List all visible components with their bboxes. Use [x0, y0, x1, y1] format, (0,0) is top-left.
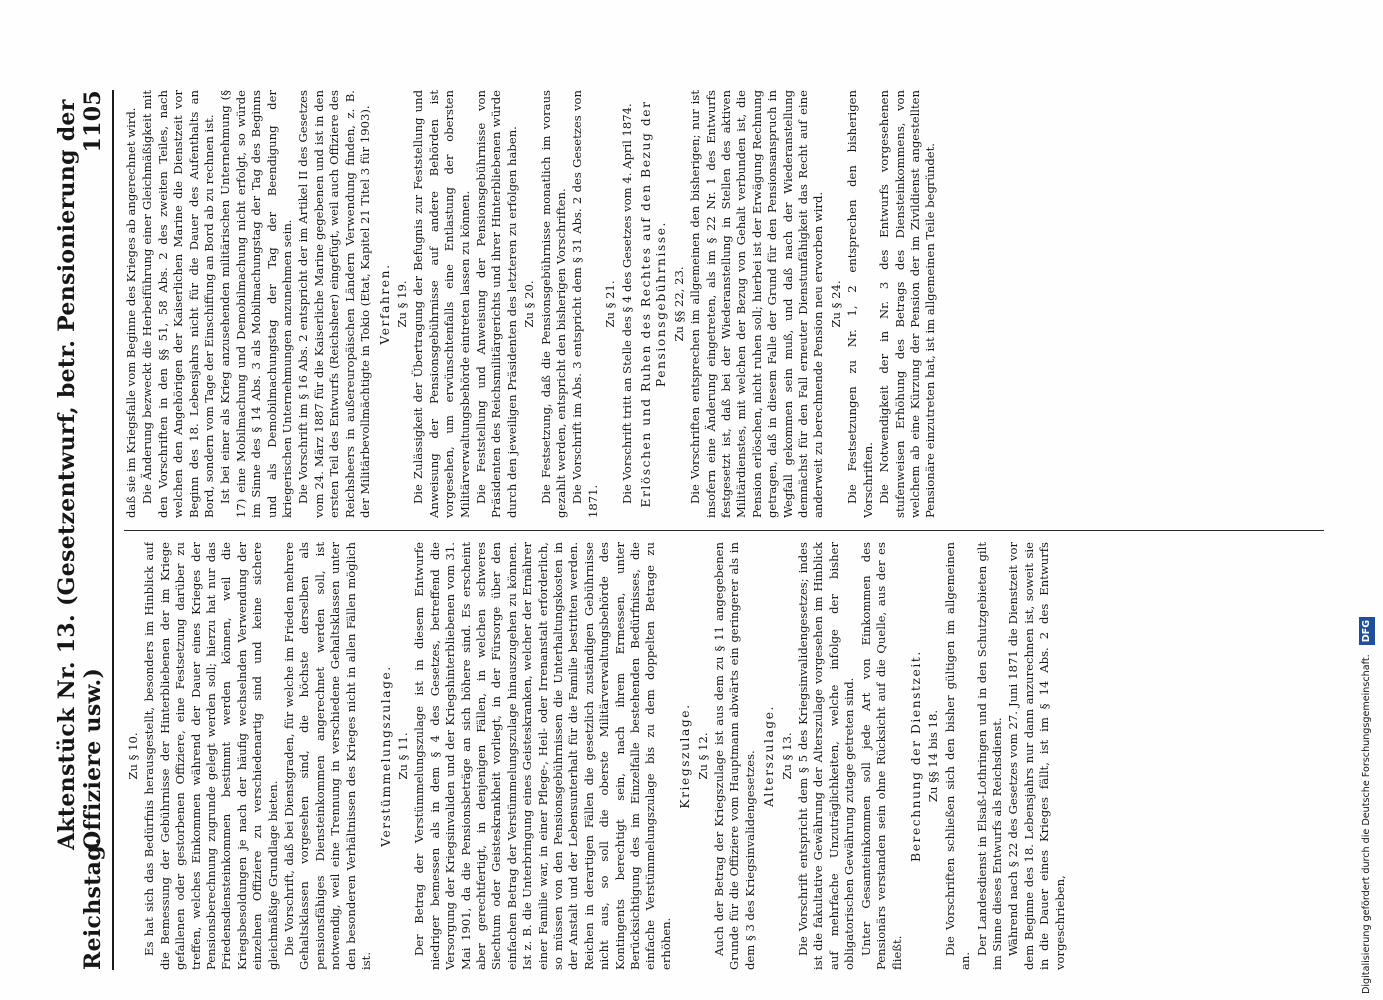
paragraph: Die Vorschrift im Abs. 3 entspricht dem § 31 Abs. 2 des Gesetzes von 1871.	[570, 90, 600, 518]
paragraph: Die Feststellung und Anweisung der Pensionsgebührnisse von Präsidenten des Reichsmilitärgerichts und ihrer Hinterbliebenen würde durch den jeweiligen Präsidenten des letzteren zu erfolgen haben.	[473, 90, 519, 518]
left-column	[124, 542, 1334, 970]
funding-text-line	[1356, 8, 1378, 994]
section-heading: Zu § 12.	[695, 732, 710, 780]
section-heading: Zu § 10.	[126, 732, 140, 780]
section-heading: Zu § 21.	[603, 280, 618, 328]
paragraph: Die Vorschrift entspricht dem § 5 des Kriegsinvalidengesetzes; indes ist die fakultative Gewährung der Alterszulage vorgesehen im Hinblick auf mehrfache Unzuträglichkeiten, welche infolge der bisher obligatorischen Gewährung zutage getreten sind.	[796, 542, 857, 970]
paragraph: Die Vorschriften entsprechen im allgemeinen den bisherigen; nur ist insofern eine Änderung eingetreten, als im § 22 Nr. 1 des Entwurfs festgesetzt ist, daß bei der Wiederanstellung in Stellen des aktiven Militärdienstes, mit welchen der Bezug von Gehalt verbunden ist, die Pension erlöschen, nicht ruhen soll; hierbei ist der Erwägung Rechnung getragen, daß in diesem Falle der Grund für den Pensionsanspruch in Wegfall gekommen sein muß, und daß nach der Wiederanstellung demnächst für den Fall erneuter Dienstunfähigkeit das Recht auf eine anderweit zu berechnende Pension neu erworben wird.	[688, 90, 826, 518]
paragraph: Der Landesdienst in Elsaß-Lothringen und in den Schutzgebieten gilt im Sinne dieses Entwurfs als Reichsdienst.	[974, 542, 1004, 970]
header-left: Reichstag.	[80, 837, 106, 970]
section-heading: Zu § 24.	[828, 280, 843, 328]
subtitle: Alterszulage.	[762, 705, 777, 808]
subtitle: Verfahren.	[377, 263, 392, 345]
paragraph: Die Vorschrift, daß bei Dienstgraden, für welche im Frieden mehrere Gehaltsklassen vorgesehen sind, die höchste derselben als pensionsfähiges Diensteinkommen angerechnet werden soll, ist notwendig, weil eine Trennung in verschiedene Gehaltsklassen unter den besonderen Verhältnissen des Krieges nicht in allen Fällen möglich ist.	[282, 542, 374, 970]
subtitle: Verstümmelungszulage.	[378, 665, 393, 847]
subtitle: Berechnung der Dienstzeit.	[908, 650, 923, 862]
paragraph: daß sie im Kriegsfalle vom Beginne des Krieges ab angerechnet wird.	[124, 107, 138, 518]
funding-note	[1356, 8, 1378, 994]
paragraph: Die Vorschriften schließen sich den bisher gültigen im allgemeinen an.	[942, 542, 973, 970]
paragraph: Die Vorschrift im § 16 Abs. 2 entspricht der im Artikel II des Gesetzes vom 24. März 1887 für die Kaiserliche Marine gegebenen und ist in den ersten Teil des Entwurfs (Reichsheer) eingefügt, weil auch Offiziere des Reichsheers in außereuropäischen Ländern Verwendung finden, z. B. der Militärbevollmächtigte in Tokio (Etat, Kapitel 21 Titel 3 für 1903).	[296, 90, 373, 518]
paragraph: Die Änderung bezweckt die Herbeiführung einer Gleichmäßigkeit mit den Vorschriften in den §§ 51, 58 Abs. 2 des zweiten Teiles, nach welchen den Angehörigen der Kaiserlichen Marine die Dienstzeit vor Beginn des 18. Lebensjahrs nicht für die Dauer des Aufenthalts an Bord, sondern vom Tage der Einschiffung an Bord ab zu rechnen ist.	[140, 90, 217, 518]
section-heading: Zu § 19.	[394, 280, 409, 328]
subtitle: Kriegszulage.	[678, 703, 693, 809]
paragraph: Unter Gesamteinkommen soll jede Art von Einkommen des Pensionärs verstanden sein ohne Rücksicht auf die Quelle, aus der es fließt.	[858, 542, 904, 970]
paragraph: Die Zulässigkeit der Übertragung der Befugnis zur Feststellung und Anweisung der Pensionsgebührnisse auf andere Behörden ist vorgesehen, um erwünschtenfalls eine Entlastung der obersten Militärverwaltungsbehörde eintreten lassen zu können.	[411, 90, 472, 518]
paragraph: Die Festsetzungen zu Nr. 1, 2 entsprechen den bisherigen Vorschriften.	[845, 90, 875, 518]
right-column	[124, 90, 1334, 518]
section-heading: Zu §§ 22, 23.	[671, 266, 686, 342]
paragraph: Die Notwendigkeit der in Nr. 3 des Entwurfs vorgesehenen stufenweisen Erhöhung des Betrags des Diensteinkommens, von welchem ab eine Kürzung der Pension der im Zivildienst angestellten Pensionäre einzutreten hat, ist im allgemeinen Teile begründet.	[877, 90, 938, 518]
header-title: Aktenstück Nr. 13. (Gesetzentwurf, betr. Pensionierung der Offiziere usw.)	[54, 99, 106, 850]
paragraph: Ist bei einer als Krieg anzusehenden militärischen Unternehmung (§ 17) eine Mobilmachung und Demobilmachung nicht erfolgt, so würde im Sinne des § 14 Abs. 3 als Mobilmachungstag der Tag des Beginns und als Demobilmachungstag der Tag der Beendigung der kriegerischen Unternehmungen anzunehmen sein.	[218, 90, 295, 518]
page-number: 1105	[80, 90, 106, 153]
section-heading: Zu § 20.	[522, 280, 537, 328]
rotated-document-page	[46, 60, 1366, 1000]
paragraph: Die Festsetzung, daß die Pensionsgebührnisse monatlich im voraus gezahlt werden, entspricht den bisherigen Vorschriften.	[538, 90, 568, 518]
section-heading: Zu § 13.	[779, 732, 794, 780]
paragraph: Auch der Betrag der Kriegszulage ist aus dem zu § 11 angegebenen Grunde für die Offiziere vom Hauptmann abwärts ein geringerer als in dem § 3 des Kriegsinvalidengesetzes.	[712, 542, 757, 970]
column-divider	[124, 530, 1324, 531]
paragraph: Es hat sich das Bedürfnis herausgestellt, besonders im Hinblick auf die Bemessung der Gebührnisse der Hinterbliebenen der im Kriege gefallenen oder gestorbenen Offiziere, eine Festsetzung darüber zu treffen, welches Einkommen während der Dauer eines Krieges der Pensionsberechnung zugrunde gelegt werden soll; hierzu hat nur das Friedensdiensteinkommen bestimmt werden können, weil die Kriegsbesoldungen je nach der häufig wechselnden Verwendung der einzelnen Offiziere zu verschiedenartig sind und keine sichere gleichmäßige Grundlage bieten.	[142, 542, 280, 970]
subtitle: Erlöschen und Ruhen des Rechtes auf den Bezug der Pensionsgebührnisse.	[639, 100, 669, 508]
section-heading: Zu §§ 14 bis 18.	[926, 709, 941, 803]
dfg-logo: DFG	[1359, 617, 1375, 645]
running-header	[54, 90, 114, 970]
paragraph: Während nach § 22 des Gesetzes vom 27. Juni 1871 die Dienstzeit vor dem Beginne des 18. Lebensjahrs nur dann anzurechnen ist, soweit sie in die Dauer eines Krieges fällt, ist im § 14 Abs. 2 des Entwurfs vorgeschrieben,	[1006, 542, 1067, 970]
section-heading: Zu § 11.	[395, 732, 410, 780]
funding-text: Digitalisierung gefördert durch die Deutsche Forschungsgemeinschaft.	[1361, 654, 1372, 994]
paragraph: Die Vorschrift tritt an Stelle des § 4 des Gesetzes vom 4. April 1874.	[619, 103, 634, 504]
paragraph: Der Betrag der Verstümmelungszulage ist in diesem Entwurfe niedriger bemessen als in dem § 4 des Gesetzes, betreffend die Versorgung der Kriegsinvaliden und der Kriegshinterbliebenen vom 31. Mai 1901, da die Pensionsbeträge an sich höhere sind. Es erscheint aber gerechtfertigt, in denjenigen Fällen, in welchen schweres Siechtum oder Geisteskrankheit vorliegt, in der Fürsorge über den einfachen Betrag der Verstümmelungszulage hinauszugehen zu können. Ist z. B. die Unterbringung eines Geisteskranken, welcher der Ernährer einer Familie war, in einer Pflege-, Heil- oder Irrenanstalt erforderlich, so müssen von den Pensionsgebührnissen die Unterhaltungskosten in der Anstalt und der Lebensunterhalt für die Familie bestritten werden. Reichen in derartigen Fällen die gesetzlich zuständigen Gebührnisse nicht aus, so soll die oberste Militärverwaltungsbehörde des Kontingents berechtigt sein, nach ihrem Ermessen, unter Berücksichtigung des im Einzelfalle bestehenden Bedürfnisses, die einfache Verstümmelungszulage bis zu dem doppelten Betrage zu erhöhen.	[412, 542, 673, 970]
